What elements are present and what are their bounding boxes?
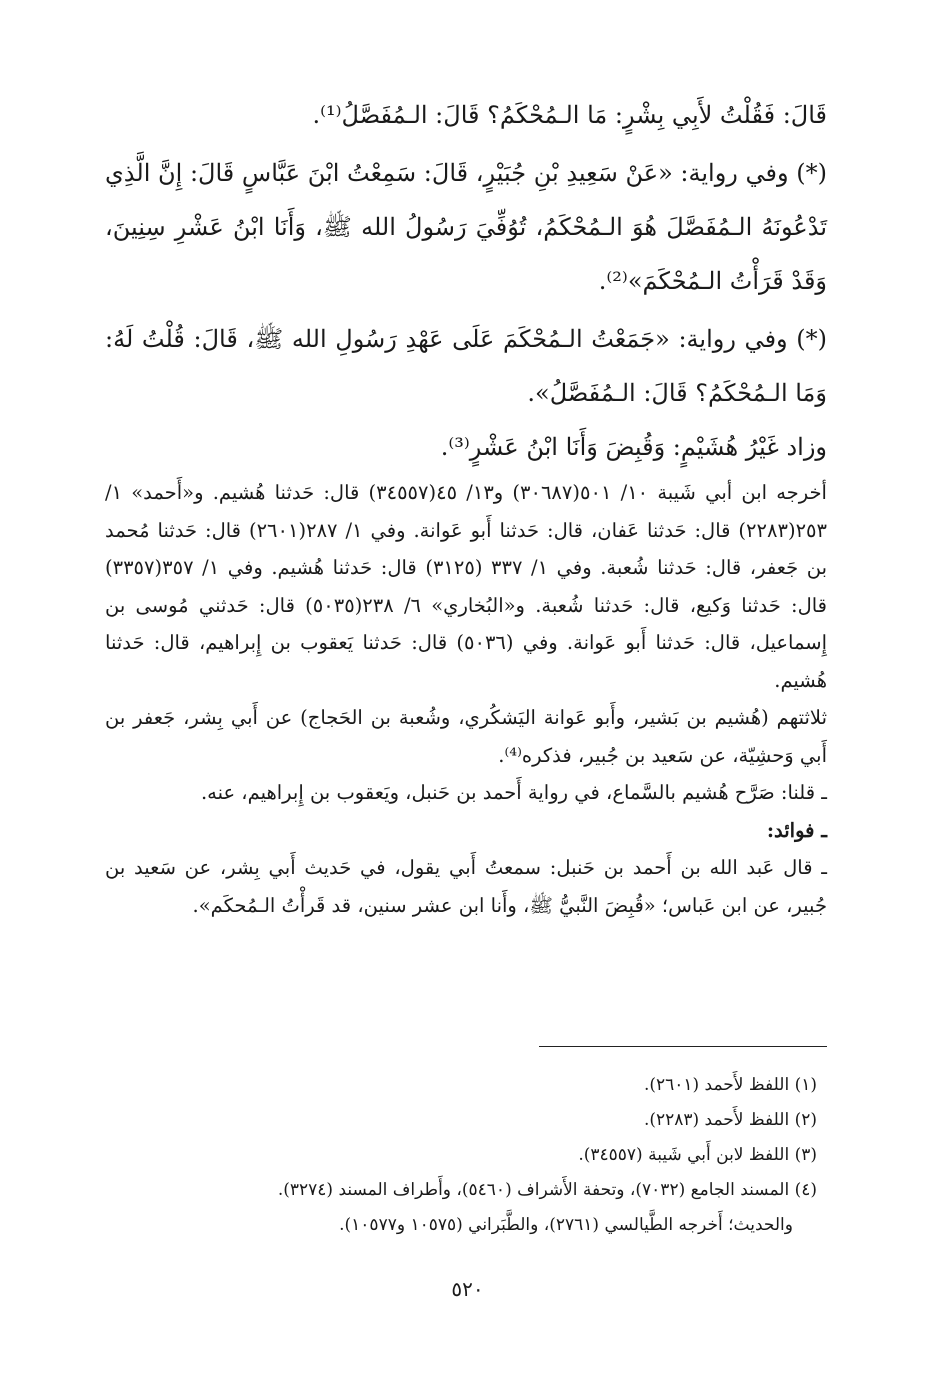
notes-paragraph-1: ـ قلنا: صَرَّح هُشيم بالسَّماع، في رواية أَحمد بن حَنبل، ويَعقوب بن إِبراهيم، عنه.: [200, 781, 827, 804]
hadith-paragraph-4: وزاد غَيْرُ هُشَيْمٍ: وَقُبِضَ وَأَنَا ابْنُ عَشْرٍ⁽³⁾.: [440, 433, 827, 461]
main-text: [105, 88, 827, 924]
footnote-4: (٤) المسند الجامع (٧٠٣٢)، وتحفة الأَشراف (٥٤٦٠)، وأَطراف المسند (٣٢٧٤).: [277, 1180, 817, 1200]
page-number: ٥٢٠: [451, 1277, 484, 1301]
hadith-paragraph-3: (*) وفي رواية: «جَمَعْتُ الـمُحْكَمَ عَلَى عَهْدِ رَسُولِ الله ﷺ، قَالَ: قُلْتُ لَهُ: وَمَا الـمُحْكَمُ؟ قَالَ: الـمُفَصَّلُ».: [105, 325, 827, 407]
notes-paragraph-2: ـ قال عَبد الله بن أَحمد بن حَنبل: سمعتُ أَبي يقول، في حَديث أَبي بِشر، عن سَعيد بن جُبير، عن ابن عَباس؛ «قُبِضَ النَّبيُّ ﷺ، وأَنا ابن عشر سنين، قد قَرأْتُ الـمُحكَم».: [105, 856, 827, 917]
hadith-paragraph-1: قَالَ: فَقُلْتُ لأَبِي بِشْرٍ: مَا الـمُحْكَمُ؟ قَالَ: الـمُفَصَّلُ⁽¹⁾.: [312, 101, 827, 129]
takhrij-paragraph-2: ثلاثتهم (هُشيم بن بَشير، وأَبو عَوانة اليَشكُري، وشُعبة بن الحَجاج) عن أَبي بِشر، جَعفر بن أَبي وَحشِيّة، عن سَعيد بن جُبير، فذكره⁽⁴⁾.: [105, 706, 827, 767]
footnote-divider: [539, 1046, 827, 1047]
footnote-2: (٢) اللفظ لأَحمد (٢٢٨٣).: [643, 1110, 817, 1130]
footnote-4-continuation: والحديث؛ أَخرجه الطَّيالسي (٢٧٦١)، والطَّبَراني (١٠٥٧٥ و١٠٥٧٧).: [339, 1215, 793, 1235]
footnote-1: (١) اللفظ لأَحمد (٢٦٠١).: [643, 1075, 817, 1095]
takhrij-paragraph-1: أخرجه ابن أبي شَيبة ١٠/ ٥٠١(٣٠٦٨٧) و١٣/ ٤٥(٣٤٥٥٧) قال: حَدثنا هُشيم. و«أَحمد» ١/ ٢٥٣(٢٢٨٣) قال: حَدثنا عَفان، قال: حَدثنا أَبو عَوانة. وفي ١/ ٢٨٧(٢٦٠١) قال: حَدثنا مُحمد بن جَعفر، قال: حَدثنا شُعبة. وفي ١/ ٣٣٧ (٣١٢٥) قال: حَدثنا هُشيم. وفي ١/ ٣٥٧(٣٣٥٧) قال: حَدثنا وَكيع، قال: حَدثنا شُعبة. و«البُخاري» ٦/ ٢٣٨(٥٠٣٥) قال: حَدثني مُوسى بن إِسماعيل، قال: حَدثنا أَبو عَوانة. وفي (٥٠٣٦) قال: حَدثنا يَعقوب بن إِبراهيم، قال: حَدثنا هُشيم.: [105, 481, 827, 692]
footnotes: [105, 1068, 817, 1243]
hadith-paragraph-2: (*) وفي رواية: «عَنْ سَعِيدِ بْنِ جُبَيْرٍ، قَالَ: سَمِعْتُ ابْنَ عَبَّاسٍ قَالَ: إِنَّ الَّذِي تَدْعُونَهُ الـمُفَصَّلَ هُوَ الـمُحْكَمُ، تُوُفِّيَ رَسُولُ الله ﷺ، وَأَنَا ابْنُ عَشْرِ سِنِينَ، وَقَدْ قَرَأْتُ الـمُحْكَمَ»⁽²⁾.: [105, 159, 827, 295]
fawaid-heading: ـ فوائد:: [766, 818, 827, 842]
footnote-3: (٣) اللفظ لابن أَبي شَيبة (٣٤٥٥٧).: [578, 1145, 817, 1165]
